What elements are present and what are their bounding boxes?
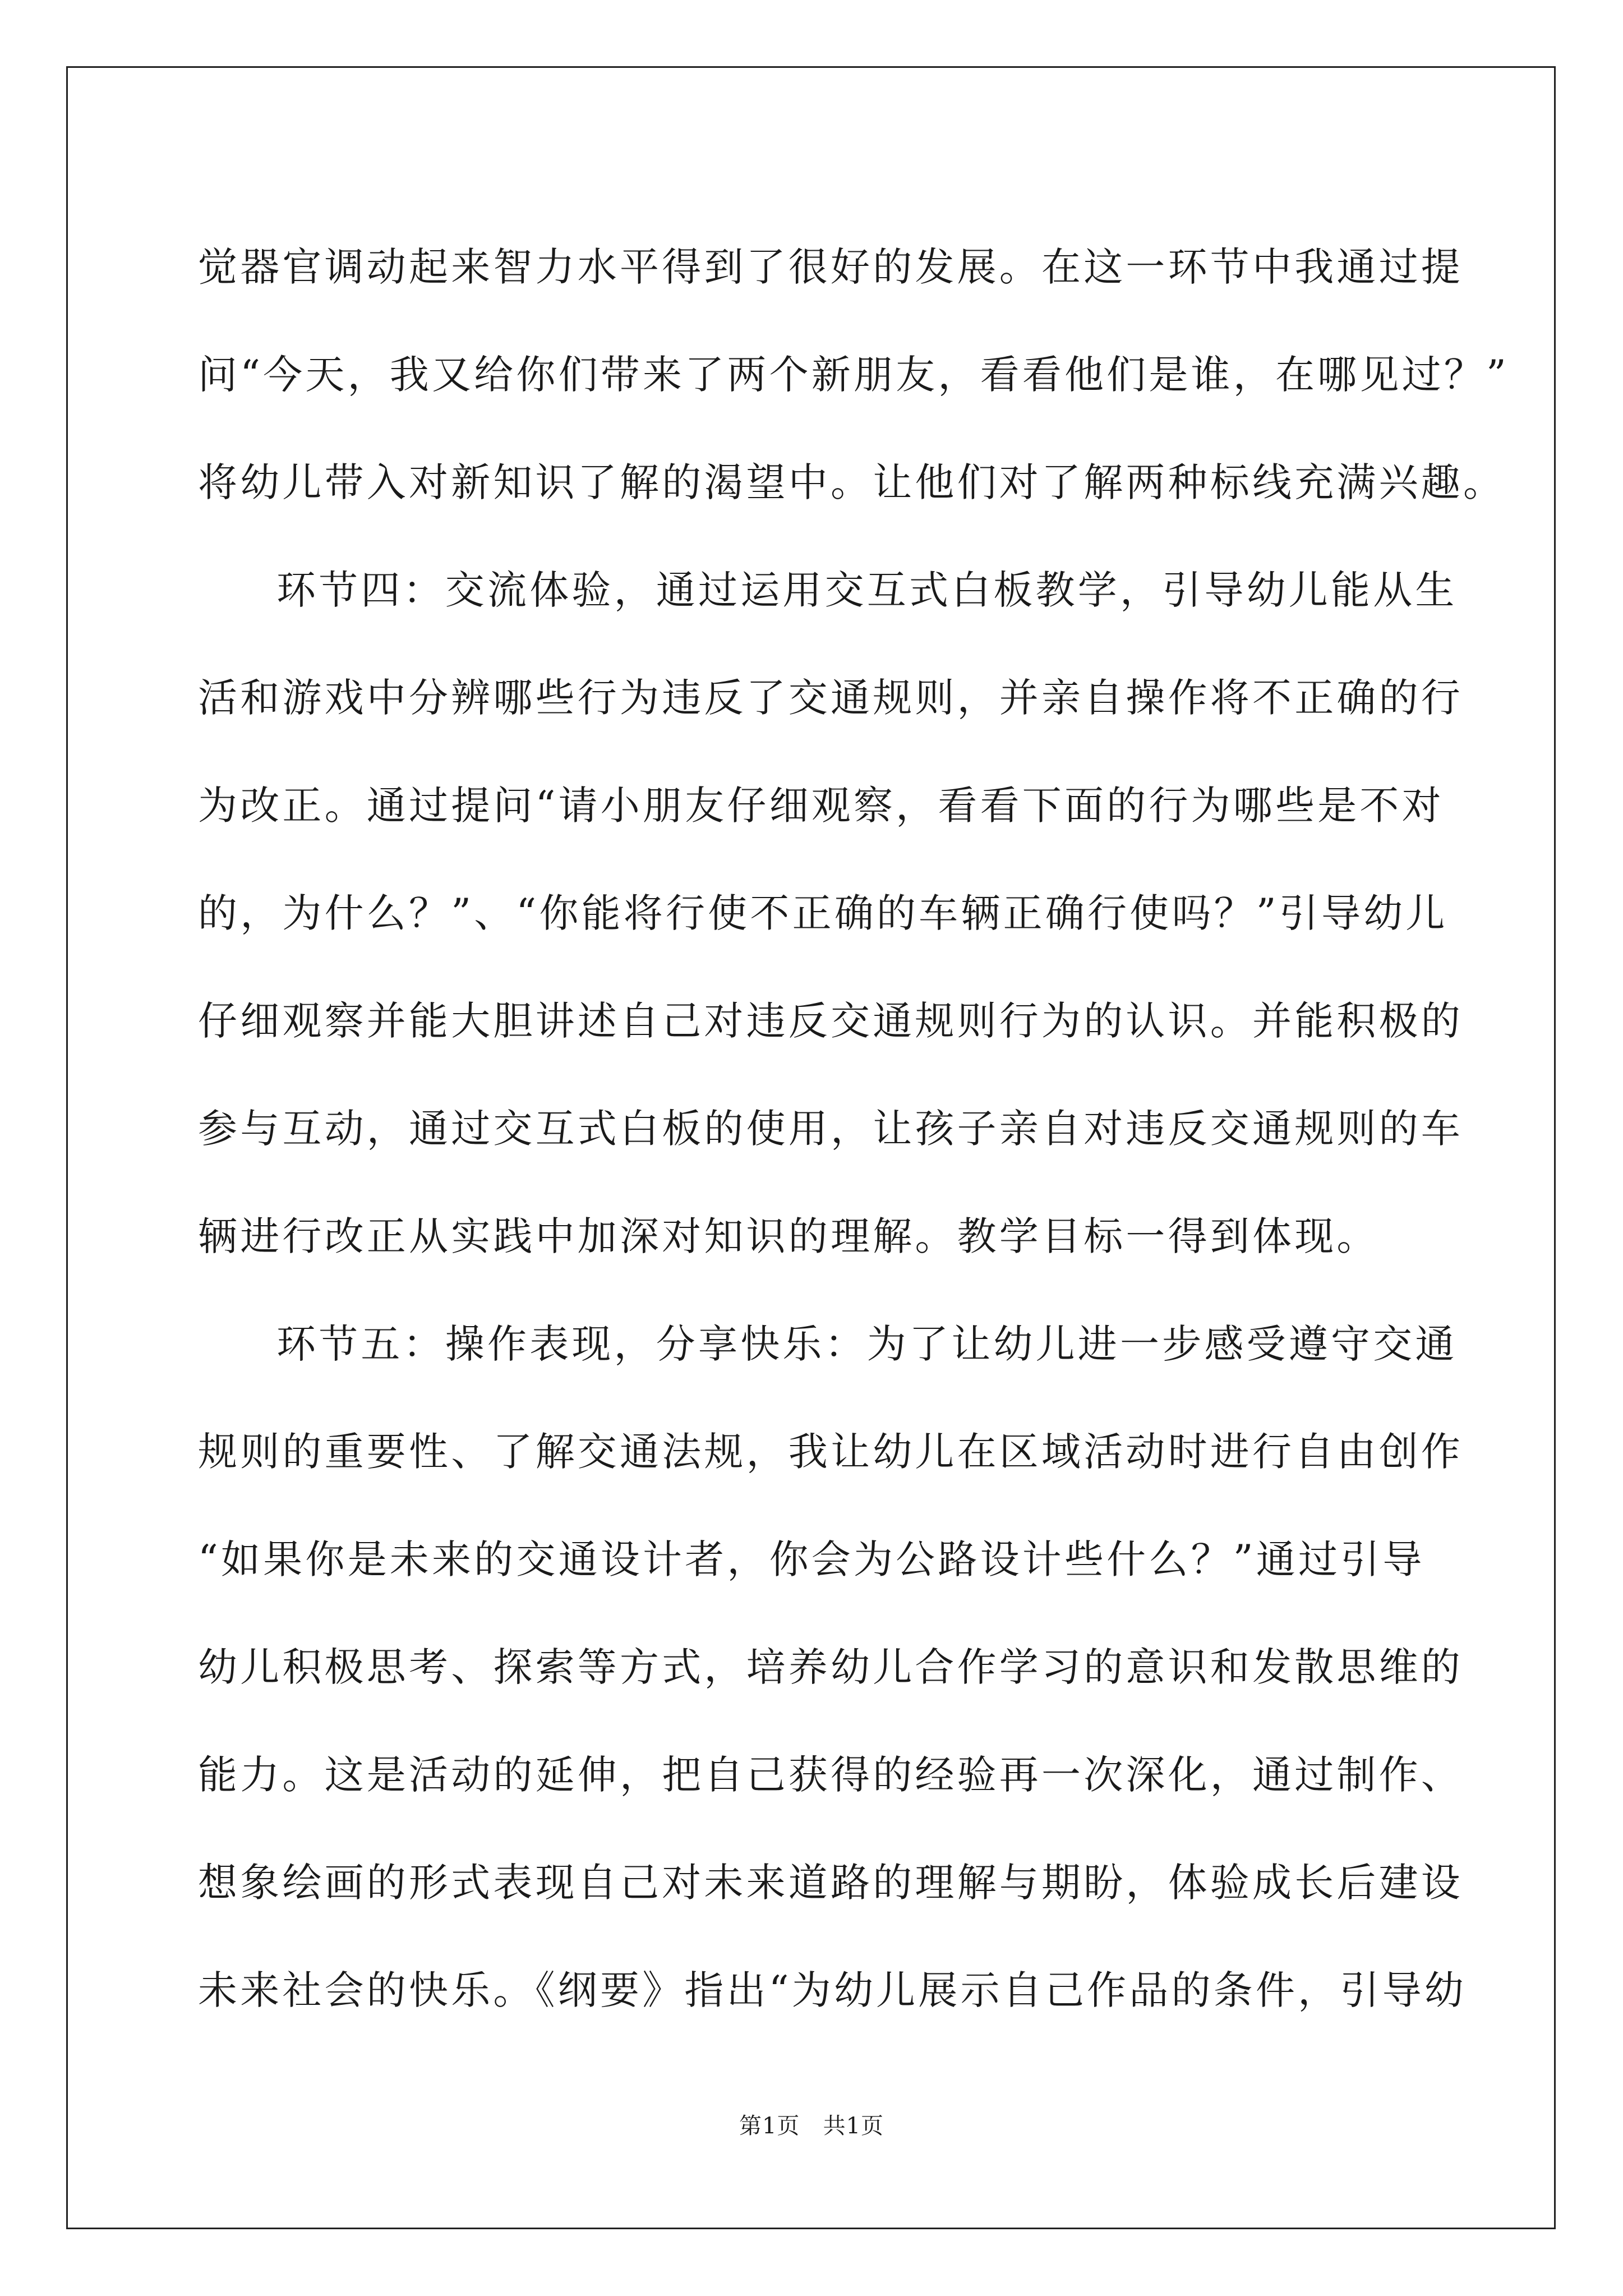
document-body: [198, 213, 1509, 2044]
text-line: 的，为什么？”、“你能将行使不正确的车辆正确行使吗？”引导幼儿: [198, 890, 1448, 936]
text-line: 未来社会的快乐。《纲要》指出“为幼儿展示自己作品的条件，引导幼: [198, 1967, 1467, 2013]
text-line: 辆进行改正从实践中加深对知识的理解。教学目标一得到体现。: [198, 1213, 1379, 1259]
text-line: 参与互动，通过交互式白板的使用，让孩子亲自对违反交通规则的车: [198, 1106, 1463, 1152]
text-line: 仔细观察并能大胆讲述自己对违反交通规则行为的认识。并能积极的: [198, 998, 1463, 1044]
page-total: 共1页: [823, 2113, 884, 2139]
text-line: 将幼儿带入对新知识了解的渴望中。让他们对了解两种标线充满兴趣。: [198, 459, 1506, 505]
text-line: 想象绘画的形式表现自己对未来道路的理解与期盼，体验成长后建设: [198, 1860, 1463, 1906]
text-line: 规则的重要性、了解交通法规，我让幼儿在区域活动时进行自由创作: [198, 1429, 1463, 1475]
text-line: 觉器官调动起来智力水平得到了很好的发展。在这一环节中我通过提: [198, 244, 1463, 290]
page-number: 第1页: [739, 2113, 800, 2139]
text-line: 环节五：操作表现，分享快乐：为了让幼儿进一步感受遵守交通: [276, 1321, 1458, 1367]
text-line: 活和游戏中分辨哪些行为违反了交通规则，并亲自操作将不正确的行: [198, 675, 1463, 721]
text-line: 问“今天，我又给你们带来了两个新朋友，看看他们是谁，在哪见过？”: [198, 352, 1509, 398]
page-footer: [0, 2109, 1623, 2143]
text-line: 环节四：交流体验，通过运用交互式白板教学，引导幼儿能从生: [276, 567, 1458, 613]
text-line: 为改正。通过提问“请小朋友仔细观察，看看下面的行为哪些是不对: [198, 783, 1444, 829]
text-line: 能力。这是活动的延伸，把自己获得的经验再一次深化，通过制作、: [198, 1752, 1463, 1798]
text-line: 幼儿积极思考、探索等方式，培养幼儿合作学习的意识和发散思维的: [198, 1644, 1463, 1690]
text-line: “如果你是未来的交通设计者，你会为公路设计些什么？”通过引导: [198, 1536, 1425, 1582]
